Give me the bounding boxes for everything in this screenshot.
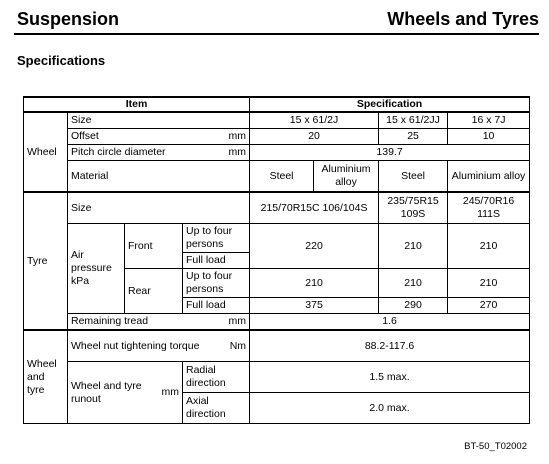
row-label-front: Front	[125, 224, 183, 269]
table-cell: 2.0 max.	[250, 393, 530, 424]
row-label-wheel-size: Size	[68, 112, 250, 129]
table-cell: Aluminium alloy	[314, 161, 379, 193]
group-label-tyre: Tyre	[24, 192, 68, 330]
unit-text: mm	[161, 386, 179, 398]
label-text: Pitch circle diameter	[71, 146, 166, 158]
table-cell: 220	[250, 224, 379, 269]
table-cell: 375	[250, 298, 379, 314]
label-text: Wheel and tyre runout	[71, 379, 142, 405]
unit-text: mm	[228, 315, 247, 327]
specifications-table	[23, 96, 530, 424]
row-label-axial: Axial direction	[183, 393, 250, 424]
column-header-specification: Specification	[250, 97, 530, 112]
group-label-wheel: Wheel	[24, 112, 68, 192]
page-title: Specifications	[17, 53, 106, 68]
row-label-up-to-four-front: Up to four persons	[183, 224, 250, 253]
label-text: Wheel nut tightening torque	[71, 339, 200, 352]
row-label-runout	[68, 362, 183, 424]
table-row	[24, 129, 530, 145]
table-cell: 10	[448, 129, 530, 145]
table-cell: Steel	[250, 161, 314, 193]
row-label-air-pressure: Air pressure kPa	[68, 224, 125, 314]
table-cell: 210	[379, 224, 448, 269]
table-cell: 210	[379, 269, 448, 298]
label-text: Remaining tread	[71, 315, 149, 327]
row-label-rear: Rear	[125, 269, 183, 314]
table-row	[24, 330, 530, 362]
table-row	[24, 192, 530, 224]
table-row	[24, 112, 530, 129]
row-label-pcd	[68, 145, 250, 161]
unit-text: Nm	[229, 339, 247, 352]
table-cell: 245/70R16 111S	[448, 192, 530, 224]
header-section-title: Suspension	[17, 9, 120, 29]
table-cell: 290	[379, 298, 448, 314]
table-row	[24, 362, 530, 393]
row-label-tyre-size: Size	[68, 192, 250, 224]
table-header-row	[24, 97, 530, 112]
table-cell: 20	[250, 129, 379, 145]
row-label-full-load-front: Full load	[183, 253, 250, 269]
row-label-offset	[68, 129, 250, 145]
table-cell: 1.5 max.	[250, 362, 530, 393]
table-cell: 1.6	[250, 314, 530, 331]
row-label-full-load-rear: Full load	[183, 298, 250, 314]
row-label-nut-torque	[68, 330, 250, 362]
row-label-material: Material	[68, 161, 250, 193]
table-cell: 235/75R15 109S	[379, 192, 448, 224]
table-cell: 270	[448, 298, 530, 314]
unit-text: mm	[228, 146, 247, 158]
table-cell: 15 x 61/2J	[250, 112, 379, 129]
header-chapter-title: Wheels and Tyres	[387, 9, 539, 29]
table-cell: Steel	[379, 161, 448, 193]
row-label-remaining-tread	[68, 314, 250, 331]
unit-text: mm	[228, 130, 247, 142]
table-cell: 139.7	[250, 145, 530, 161]
row-label-up-to-four-rear: Up to four persons	[183, 269, 250, 298]
table-row	[24, 314, 530, 331]
table-cell: 210	[448, 269, 530, 298]
table-cell: Aluminium alloy	[448, 161, 530, 193]
row-label-radial: Radial direction	[183, 362, 250, 393]
table-row	[24, 224, 530, 253]
table-cell: 16 x 7J	[448, 112, 530, 129]
table-cell: 88.2-117.6	[250, 330, 530, 362]
table-cell: 215/70R15C 106/104S	[250, 192, 379, 224]
label-text: Offset	[71, 130, 99, 142]
header-divider	[14, 33, 539, 35]
table-row	[24, 145, 530, 161]
group-label-wheel-and-tyre: Wheel and tyre	[24, 330, 68, 424]
table-cell: 15 x 61/2JJ	[379, 112, 448, 129]
figure-reference: BT-50_T02002	[464, 441, 527, 452]
table-row	[24, 161, 530, 193]
table-cell: 210	[250, 269, 379, 298]
column-header-item: Item	[24, 97, 250, 112]
table-cell: 210	[448, 224, 530, 269]
table-cell: 25	[379, 129, 448, 145]
